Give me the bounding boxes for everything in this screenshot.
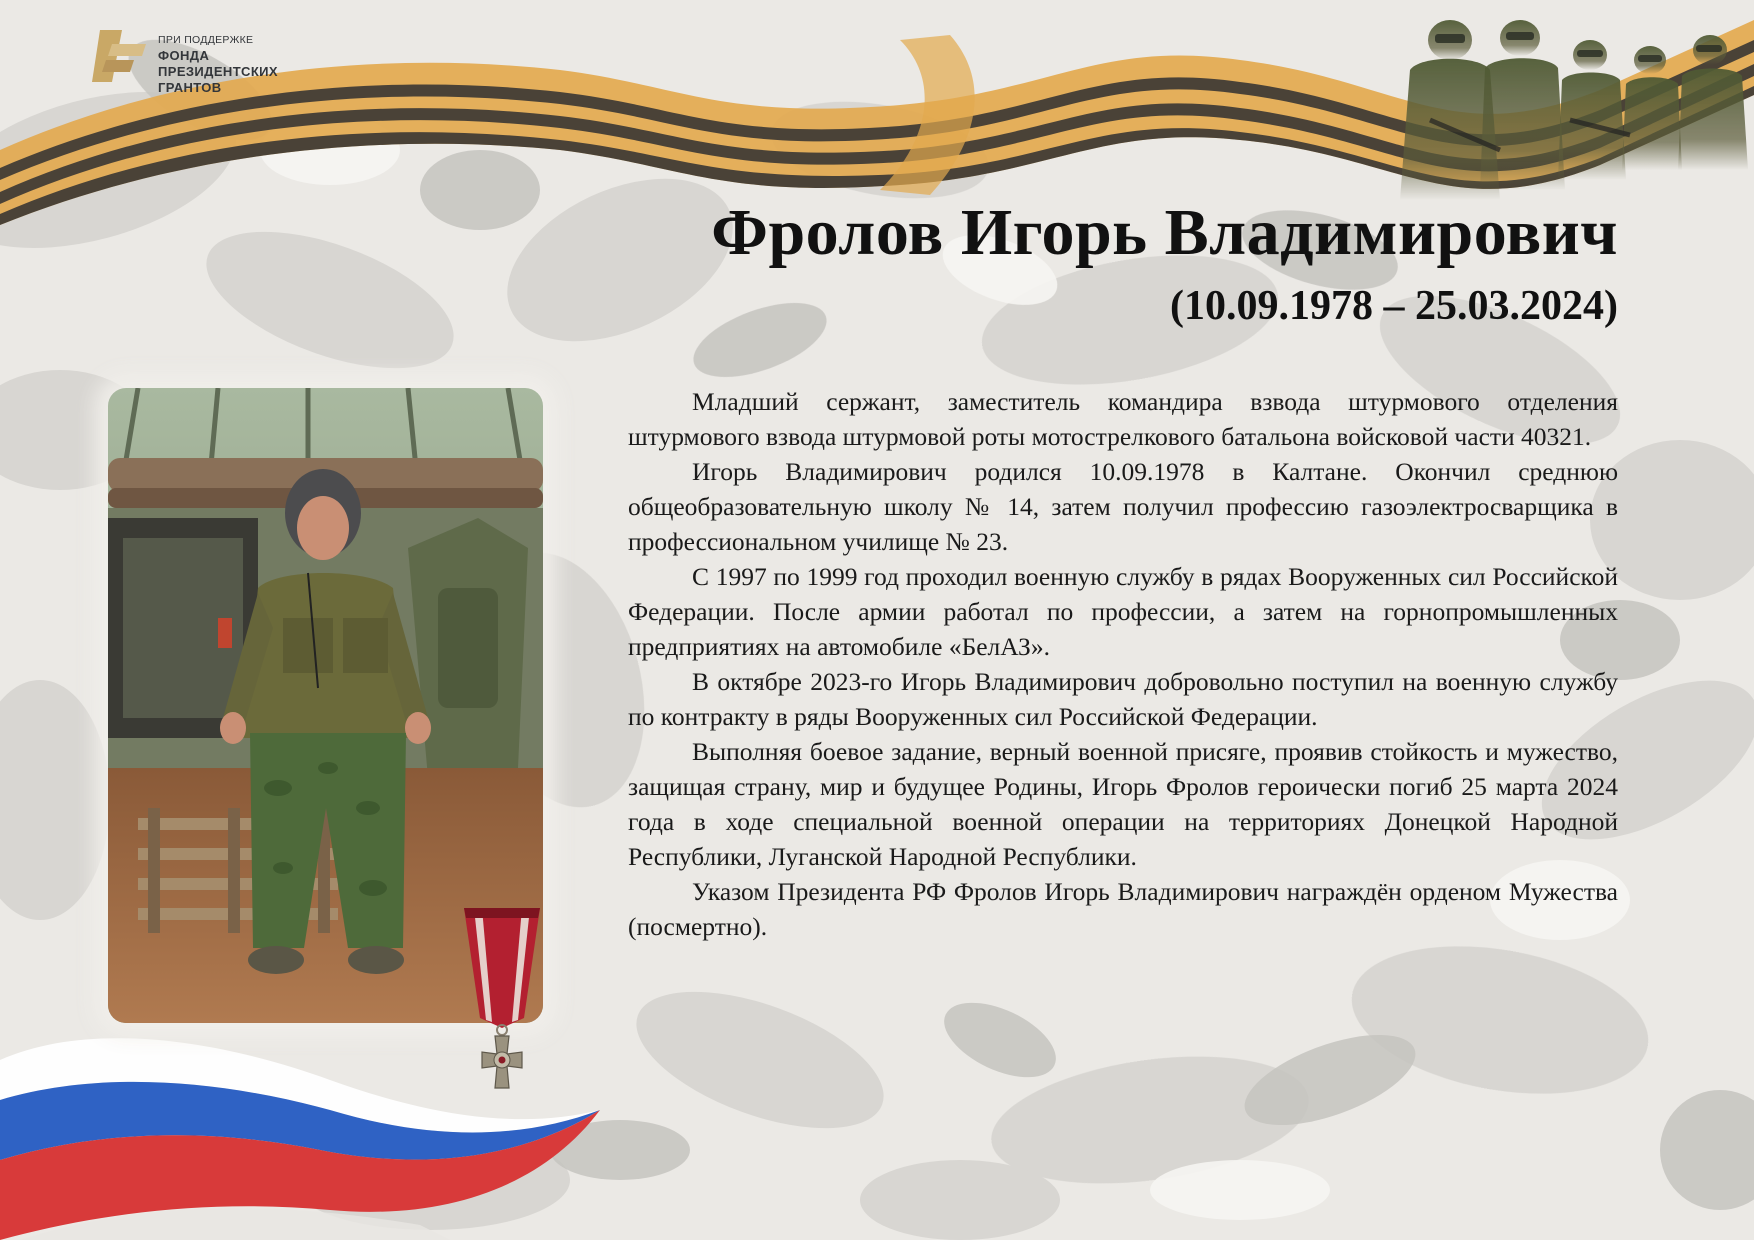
bio-paragraph-award: Указом Президента РФ Фролов Игорь Владимирович награждён орденом Мужества (посмертно). xyxy=(628,877,1618,941)
hero-name: Фролов Игорь Владимирович xyxy=(711,196,1618,269)
logo-line-presidential: ПРЕЗИДЕНТСКИХ xyxy=(158,64,278,79)
logo-line-grants: ГРАНТОВ xyxy=(158,80,222,95)
bio-paragraph-service: С 1997 по 1999 год проходил военную службу в рядах Вооруженных сил Российской Федерации. После армии работал по профессии, а затем на горнопромышленных предприятиях на автомобиле «БелАЗ». xyxy=(628,562,1618,661)
logo-line-fund: ФОНДА xyxy=(158,48,210,63)
order-of-courage-medal xyxy=(452,900,552,1100)
bio-paragraph-contract: В октябре 2023-го Игорь Владимирович добровольно поступил на военную службу по контракту в ряды Вооруженных сил Российской Федерации. xyxy=(628,667,1618,731)
bio-paragraph-rank: Младший сержант, заместитель командира взвода штурмового отделения штурмового взвода штурмовой роты мотострелкового батальона войсковой части 40321. xyxy=(628,387,1618,451)
bio-paragraph-death: Выполняя боевое задание, верный военной присяге, проявив стойкость и мужество, защищая страну, мир и будущее Родины, Игорь Фролов героически погиб 25 марта 2024 года в ходе специальной военной операции на территориях Донецкой Народной Республики, Луганской Народной Республики. xyxy=(628,737,1618,871)
logo-line-support: ПРИ ПОДДЕРЖКЕ xyxy=(158,34,254,46)
presidential-grants-logo xyxy=(92,30,332,110)
hero-life-dates: (10.09.1978 – 25.03.2024) xyxy=(1170,283,1618,329)
biography-text xyxy=(628,384,1618,944)
soldiers-illustration xyxy=(1390,0,1754,215)
bio-paragraph-early-life: Игорь Владимирович родился 10.09.1978 в Калтане. Окончил среднюю общеобразовательную школу № 14, затем получил профессию газоэлектросварщика в профессиональном училище № 23. xyxy=(628,457,1618,556)
grant-fund-logo-icon xyxy=(92,30,154,82)
